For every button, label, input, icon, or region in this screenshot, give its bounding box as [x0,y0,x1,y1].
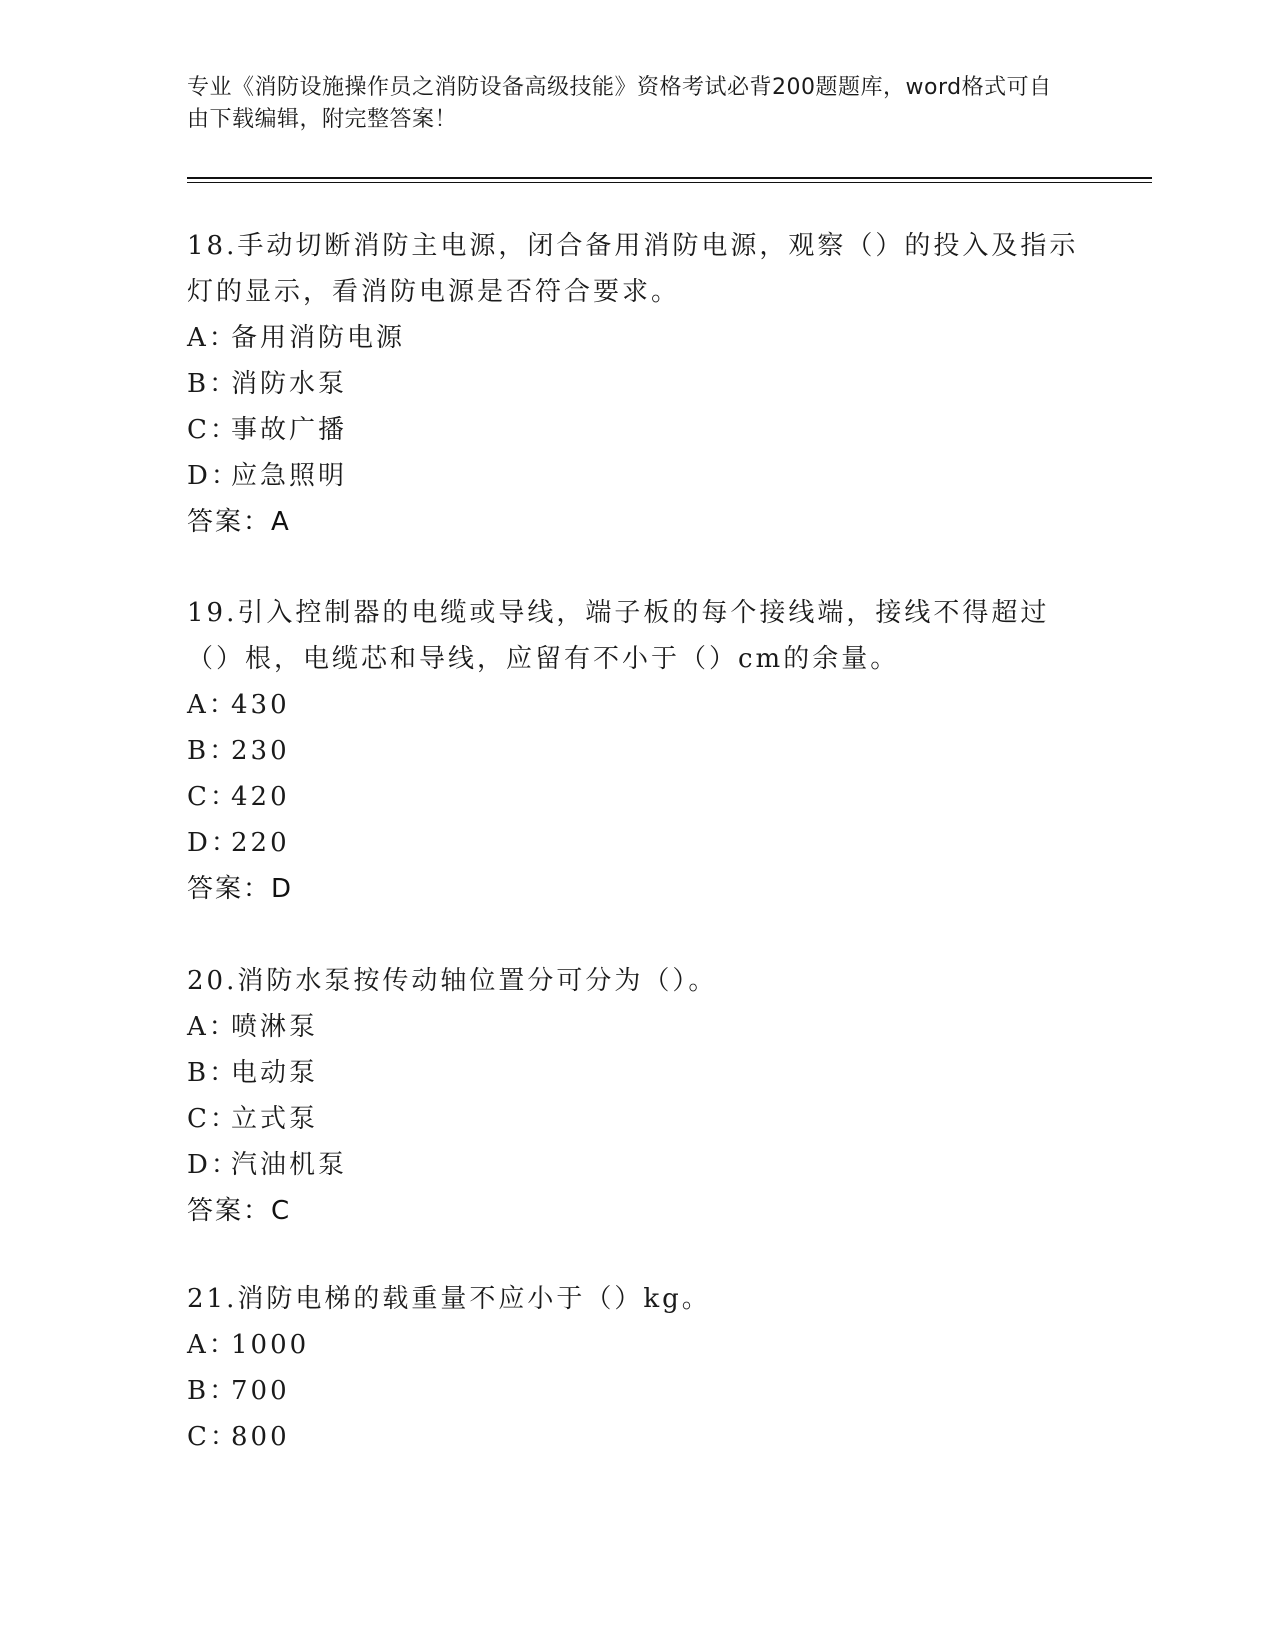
option-text: 220 [231,828,290,858]
option-b [187,728,1087,774]
option-letter: B： [187,1376,239,1406]
option-text: 备用消防电源 [231,323,406,353]
question-20 [187,958,1087,1234]
question-18 [187,223,1087,545]
question-stem: 20.消防水泵按传动轴位置分可分为（）。 [187,966,718,996]
option-letter: C： [187,782,239,812]
answer: 答案：C [187,1196,292,1226]
option-a [187,315,1087,361]
option-text: 430 [231,690,290,720]
option-text: 立式泵 [231,1104,319,1134]
option-c [187,1414,1087,1460]
option-text: 1000 [231,1330,310,1360]
option-d [187,453,1087,499]
option-c [187,407,1087,453]
option-a [187,682,1087,728]
option-b [187,361,1087,407]
option-letter: D： [187,1150,240,1180]
option-d [187,1142,1087,1188]
option-letter: B： [187,1058,239,1088]
option-letter: C： [187,1422,239,1452]
option-a [187,1322,1087,1368]
question-21 [187,1276,1087,1460]
question-stem: 21.消防电梯的载重量不应小于（）kg。 [187,1284,711,1314]
question-19 [187,590,1087,912]
option-text: 800 [231,1422,290,1452]
answer: 答案：D [187,874,294,904]
question-stem: 18.手动切断消防主电源，闭合备用消防电源，观察（）的投入及指示灯的显示，看消防电源是否符合要求。 [187,231,1079,307]
option-text: 700 [231,1376,290,1406]
option-letter: A： [187,323,238,353]
option-letter: C： [187,415,239,445]
option-text: 事故广播 [231,415,348,445]
option-d [187,820,1087,866]
answer: 答案：A [187,507,291,537]
option-b [187,1368,1087,1414]
option-text: 应急照明 [231,461,348,491]
question-stem: 19.引入控制器的电缆或导线，端子板的每个接线端，接线不得超过（）根，电缆芯和导线，应留有不小于（）cm的余量。 [187,598,1050,674]
option-letter: A： [187,1330,238,1360]
option-letter: C： [187,1104,239,1134]
option-c [187,1096,1087,1142]
option-c [187,774,1087,820]
option-text: 420 [231,782,290,812]
option-letter: D： [187,828,240,858]
option-text: 230 [231,736,290,766]
header-divider-thick [187,177,1152,179]
option-letter: D： [187,461,240,491]
option-text: 汽油机泵 [231,1150,348,1180]
option-b [187,1050,1087,1096]
option-letter: B： [187,736,239,766]
option-letter: A： [187,1012,238,1042]
option-text: 喷淋泵 [231,1012,319,1042]
document-header: 专业《消防设施操作员之消防设备高级技能》资格考试必背200题题库，word格式可自由下载编辑，附完整答案！ [187,75,1052,132]
header-divider-thin [187,182,1152,183]
option-letter: A： [187,690,238,720]
option-text: 消防水泵 [231,369,348,399]
option-letter: B： [187,369,239,399]
option-text: 电动泵 [231,1058,319,1088]
option-a [187,1004,1087,1050]
